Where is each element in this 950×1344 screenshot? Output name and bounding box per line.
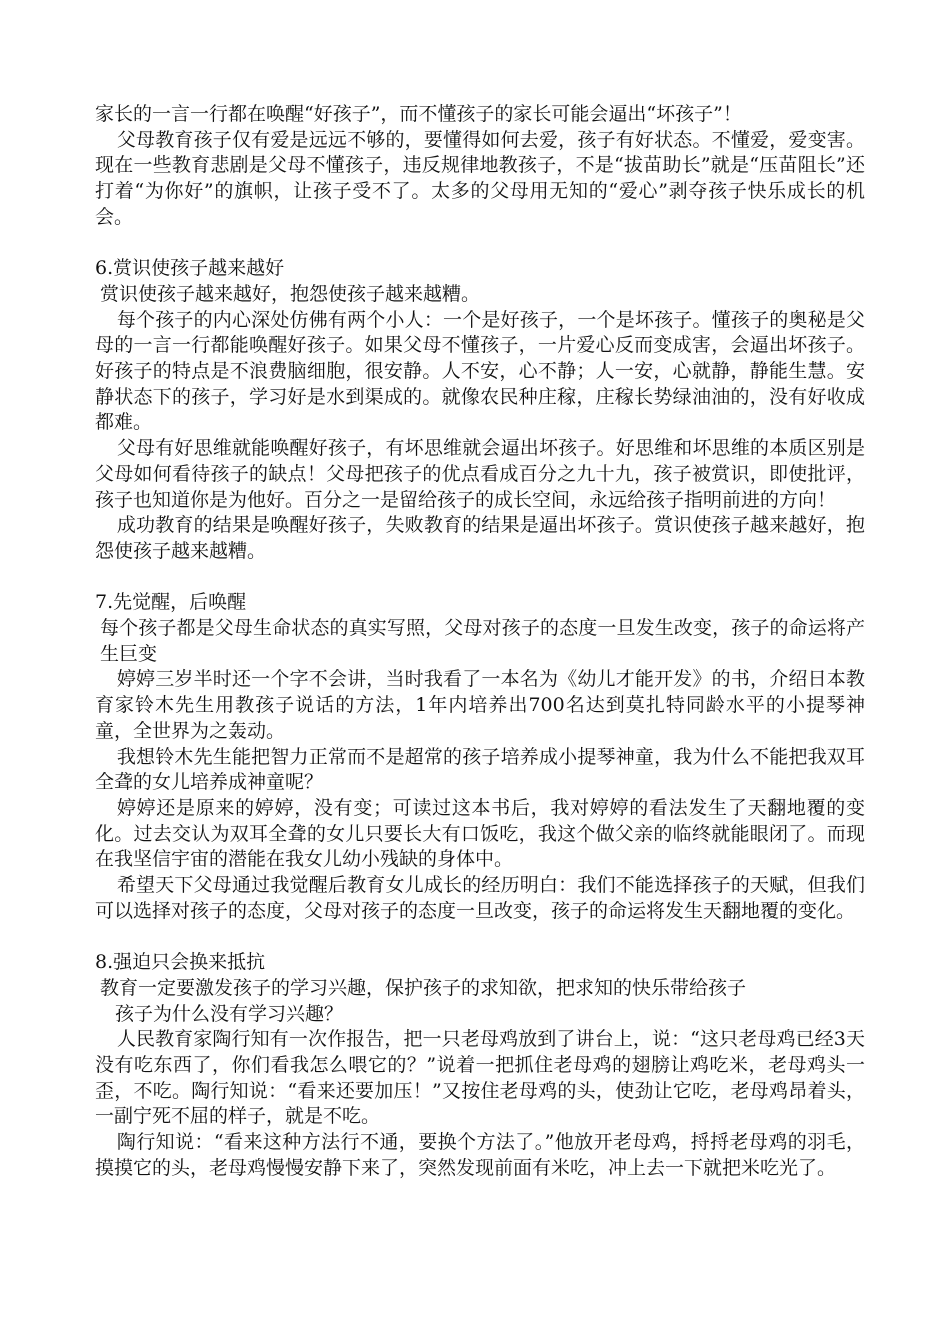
paragraph: 每个孩子的内心深处仿佛有两个小人：一个是好孩子，一个是坏孩子。懂孩子的奥秘是父母的一言一行都能唤醒好孩子。如果父母不懂孩子，一片爱心反而变成害，会逼出坏孩子。好孩子的特点是不浪费脑细胞，很安静。人不安，心不静；人一安，心就静，静能生慧。安静状态下的孩子，学习好是水到渠成的。就像农民种庄稼，庄稼长势绿油油的，没有好收成都难。 — [95, 308, 865, 434]
paragraph-intro: 家长的一言一行都在唤醒“好孩子”，而不懂孩子的家长可能会逼出“坏孩子”！ — [95, 103, 742, 125]
section-heading-7: 7.先觉醒，后唤醒 — [95, 591, 247, 614]
paragraph: 成功教育的结果是唤醒好孩子，失败教育的结果是逼出坏孩子。赏识使孩子越来越好，抱怨使孩子越来越糟。 — [95, 514, 865, 562]
section-heading-8: 8.强迫只会换来抵抗 — [95, 951, 266, 974]
section-lead-7: 每个孩子都是父母生命状态的真实写照，父母对孩子的态度一旦发生改变，孩子的命运将产生巨变 — [100, 617, 865, 665]
paragraph: 希望天下父母通过我觉醒后教育女儿成长的经历明白：我们不能选择孩子的天赋，但我们可以选择对孩子的态度，父母对孩子的态度一旦改变，孩子的命运将发生天翻地覆的变化。 — [95, 874, 865, 922]
section-lead-6: 赏识使孩子越来越好，抱怨使孩子越来越糟。 — [100, 282, 481, 305]
paragraph: 陶行知说：“看来这种方法行不通，要换个方法了。”他放开老母鸡，捋捋老母鸡的羽毛，摸摸它的头，老母鸡慢慢安静下来了，突然发现前面有米吃，冲上去一下就把米吃光了。 — [95, 1131, 865, 1179]
paragraph: 父母有好思维就能唤醒好孩子，有坏思维就会逼出坏孩子。好思维和坏思维的本质区别是父母如何看待孩子的缺点！父母把孩子的优点看成百分之九十九，孩子被赏识，即使批评，孩子也知道你是为他好。百分之一是留给孩子的成长空间，永远给孩子指明前进的方向！ — [95, 437, 865, 511]
section-lead-8: 教育一定要激发孩子的学习兴趣，保护孩子的求知欲，把求知的快乐带给孩子 — [100, 976, 747, 999]
paragraph: 婷婷还是原来的婷婷，没有变；可读过这本书后，我对婷婷的看法发生了天翻地覆的变化。过去交认为双耳全聋的女儿只要长大有口饭吃，我这个做父亲的临终就能眼闭了。而现在我坚信宇宙的潜能在我女儿幼小残缺的身体中。 — [95, 796, 865, 871]
document-page — [95, 102, 865, 1181]
section-heading-6: 6.赏识使孩子越来越好 — [95, 257, 285, 280]
paragraph: 我想铃木先生能把智力正常而不是超常的孩子培养成小提琴神童，我为什么不能把我双耳全聋的女儿培养成神童呢？ — [95, 745, 865, 794]
section-question-8: 孩子为什么没有学习兴趣？ — [115, 1002, 344, 1025]
paragraph: 婷婷三岁半时还一个字不会讲，当时我看了一本名为《幼儿才能开发》的书，介绍日本教育家铃木先生用教孩子说话的方法，1年内培养出700名达到莫扎特同龄水平的小提琴神童，全世界为之轰动。 — [95, 668, 865, 742]
paragraph: 人民教育家陶行知有一次作报告，把一只老母鸡放到了讲台上，说：“这只老母鸡已经3天没有吃东西了，你们看我怎么喂它的？”说着一把抓住老母鸡的翅膀让鸡吃米，老母鸡头一歪，不吃。陶行知说：“看来还要加压！”又按住老母鸡的头，使劲让它吃，老母鸡昂着头，一副宁死不屈的样子，就是不吃。 — [95, 1028, 865, 1128]
paragraph-love: 父母教育孩子仅有爱是远远不够的，要懂得如何去爱，孩子有好状态。不懂爱，爱变害。现在一些教育悲剧是父母不懂孩子，违反规律地教孩子，不是“拔苗助长”就是“压苗阻长”还打着“为你好”的旗帜，让孩子受不了。太多的父母用无知的“爱心”剥夺孩子快乐成长的机会。 — [95, 128, 865, 228]
